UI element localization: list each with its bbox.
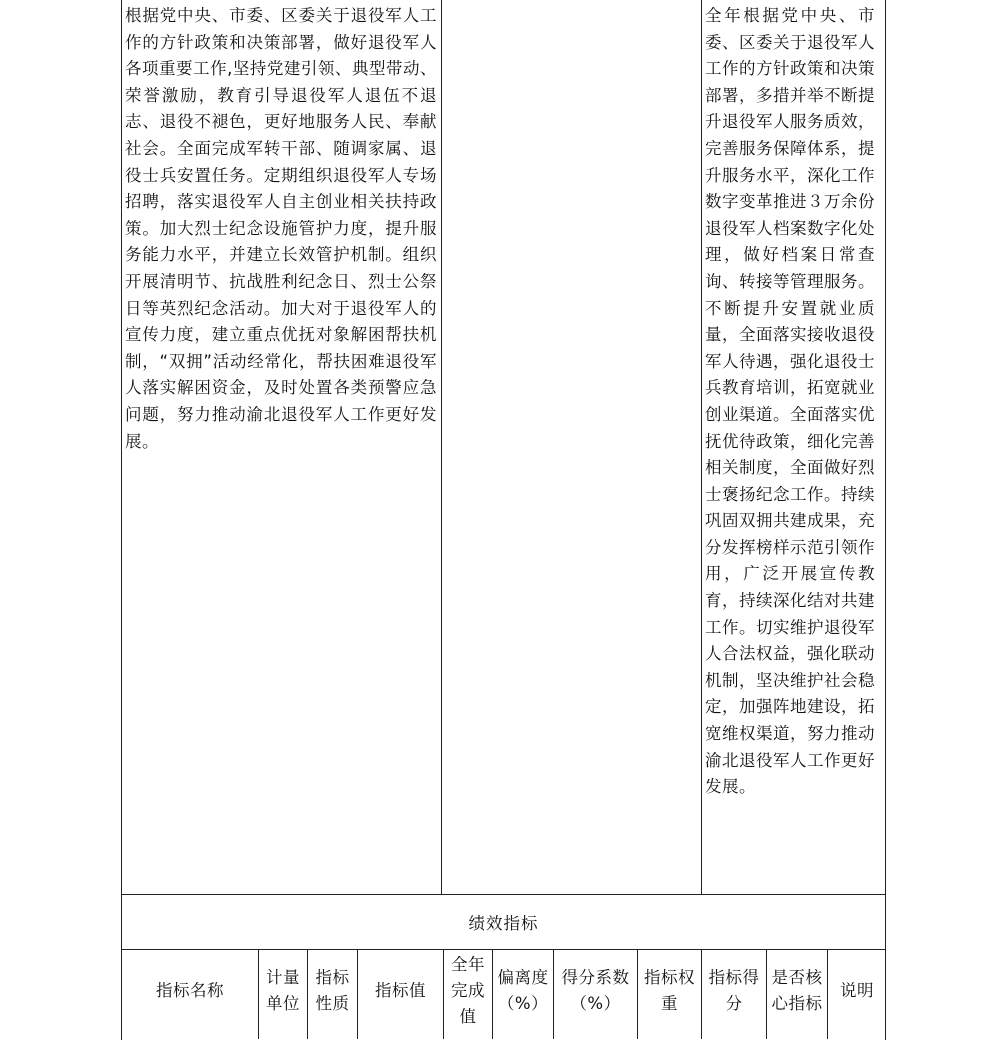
header-actual-value: 全年完成值 xyxy=(451,954,485,1026)
header-unit: 计量单位 xyxy=(266,967,300,1013)
header-notes: 说明 xyxy=(840,980,874,1000)
header-nature: 指标性质 xyxy=(315,967,350,1013)
header-deviation: 偏离度（%） xyxy=(497,967,549,1013)
column-divider-right xyxy=(701,0,702,894)
header-core-indicator: 是否核心指标 xyxy=(771,967,823,1013)
header-target-value: 指标值 xyxy=(375,980,426,1000)
header-score-coefficient: 得分系数（%） xyxy=(561,967,630,1013)
annual-completion-text: 全年根据党中央、市委、区委关于退役军人工作的方针政策和决策部署，多措并举不断提升退役军人服务质效，完善服务保障体系，提升服务水平，深化工作数字变革推进３万余份退役军人档案数字化处理，做好档案日常查询、转接等管理服务。不断提升安置就业质量，全面落实接收退役军人待遇，强化退役士兵教育培训，拓宽就业创业渠道。全面落实优抚优待政策，细化完善相关制度，全面做好烈士褒扬纪念工作。持续巩固双拥共建成果，充分发挥榜样示范引领作用，广泛开展宣传教育，持续深化结对共建工作。切实维护退役军人合法权益，强化联动机制，坚决维护社会稳定，加强阵地建设，拓宽维权渠道，努力推动渝北退役军人工作更好发展。 xyxy=(705,6,875,797)
header-weight: 指标权重 xyxy=(644,967,695,1013)
section-title: 绩效指标 xyxy=(468,913,539,933)
annual-goal-text: 根据党中央、市委、区委关于退役军人工作的方针政策和决策部署，做好退役军人各项重要工作,坚持党建引领、典型带动、荣誉激励，教育引导退役军人退伍不退志、退役不褪色，更好地服务人民、奉献社会。全面完成军转干部、随调家属、退役士兵安置任务。定期组织退役军人专场招聘，落实退役军人自主创业相关扶持政策。加大烈士纪念设施管护力度，提升服务能力水平，并建立长效管护机制。组织开展清明节、抗战胜利纪念日、烈士公祭日等英烈纪念活动。加大对于退役军人的宣传力度，建立重点优抚对象解困帮扶机制，“双拥”活动经常化，帮扶困难退役军人落实解困资金，及时处置各类预警应急问题，努力推动渝北退役军人工作更好发展。 xyxy=(125,6,437,451)
header-indicator-name: 指标名称 xyxy=(156,980,224,1000)
column-divider-left xyxy=(441,0,442,894)
header-score: 指标得分 xyxy=(708,967,760,1013)
